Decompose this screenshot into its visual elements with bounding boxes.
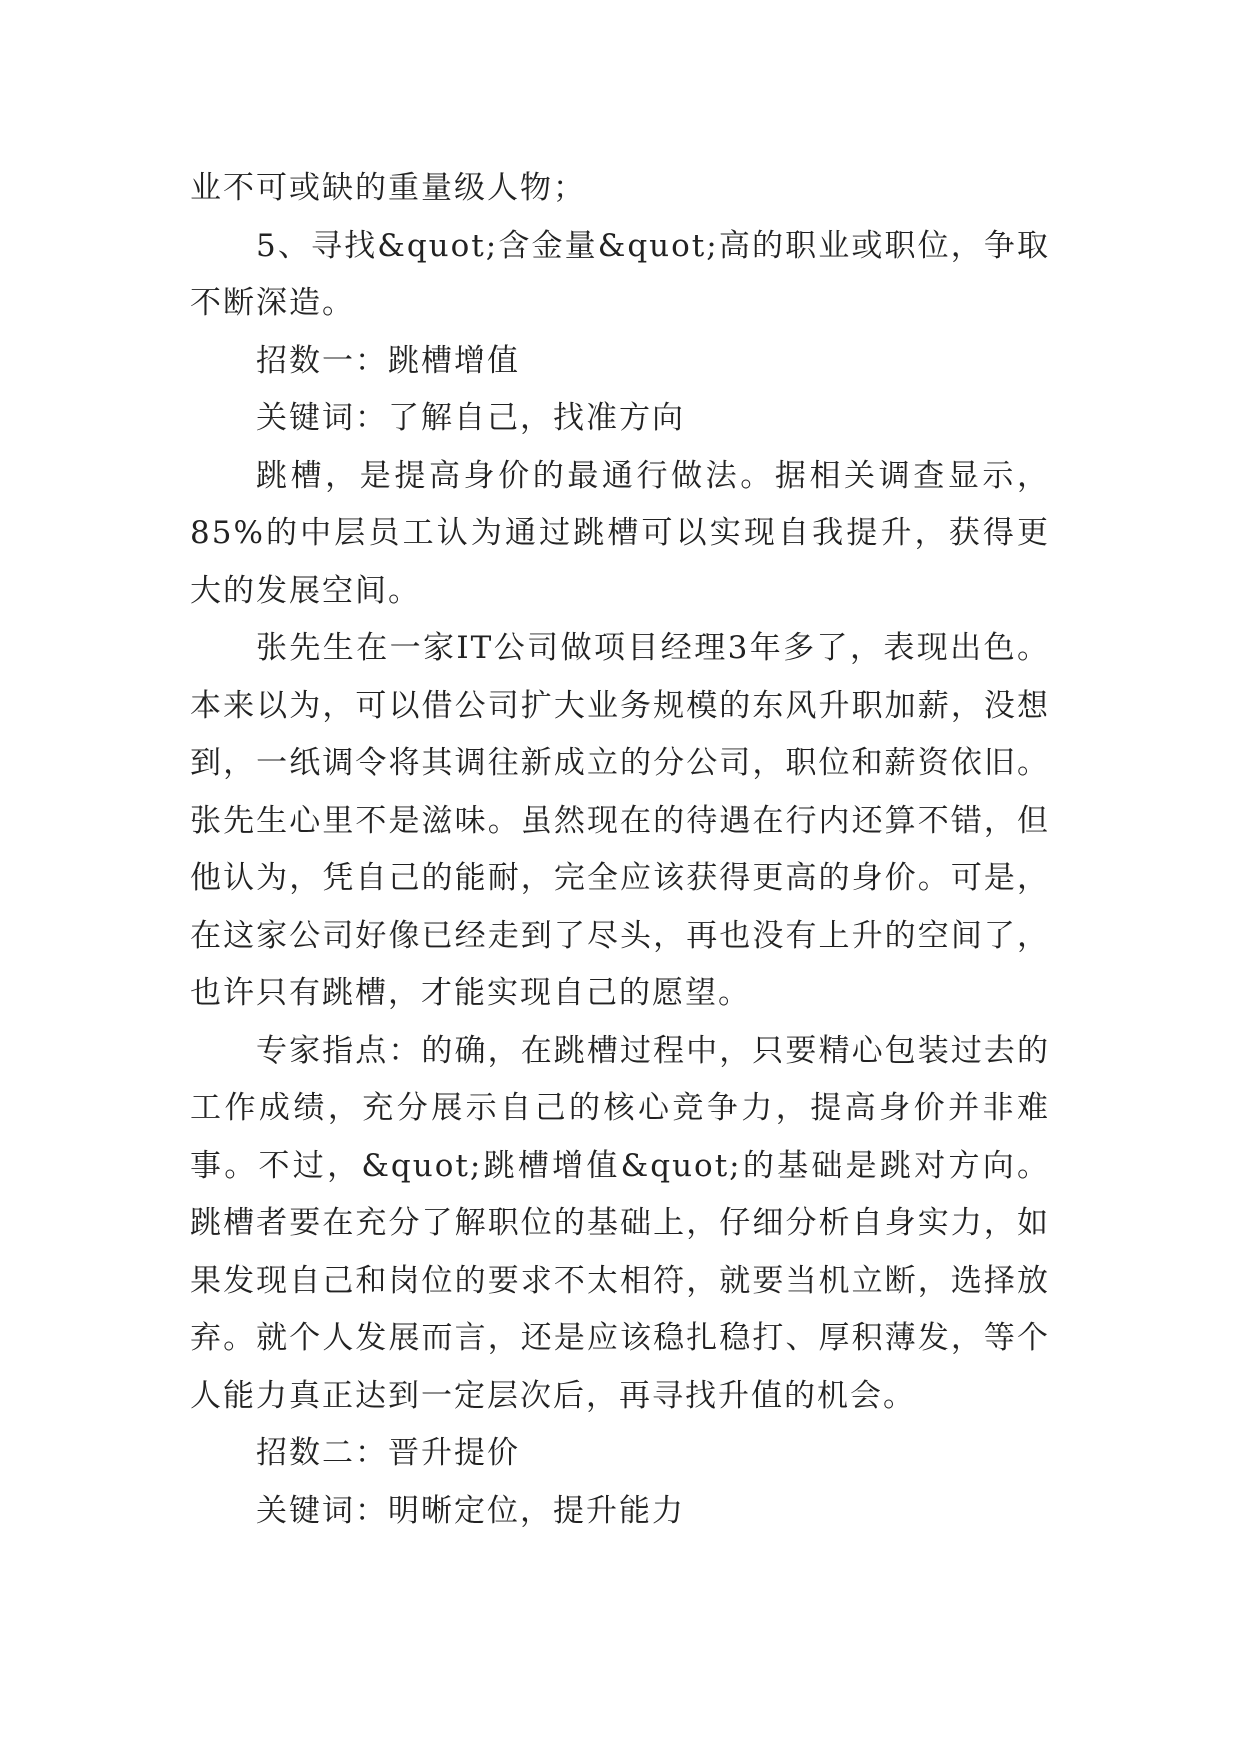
section-heading-1: 招数一：跳槽增值: [256, 342, 520, 379]
paragraph-job-hopping: 跳槽，是提高身价的最通行做法。据相关调查显示，85%的中层员工认为通过跳槽可以实现自我提升，获得更大的发展空间。: [190, 457, 1050, 609]
section-keywords-1: 关键词：了解自己，找准方向: [256, 400, 685, 436]
section-heading-2: 招数二：晋升提价: [256, 1435, 520, 1471]
paragraph-case-study: 张先生在一家IT公司做项目经理3年多了，表现出色。本来以为，可以借公司扩大业务规模的东风升职加薪，没想到，一纸调令将其调往新成立的分公司，职位和薪资依旧。张先生心里不是滋味。虽然现在的待遇在行内还算不错，但他认为，凭自己的能耐，完全应该获得更高的身价。可是，在这家公司好像已经走到了尽头，再也没有上升的空间了，也许只有跳槽，才能实现自己的愿望。: [190, 630, 1050, 1011]
section-keywords-2: 关键词：明晰定位，提升能力: [256, 1492, 685, 1529]
paragraph-item-5: 5、寻找&quot;含金量&quot;高的职业或职位，争取不断深造。: [190, 227, 1050, 321]
paragraph-continuation: 业不可或缺的重量级人物；: [190, 170, 586, 206]
paragraph-expert-advice: 专家指点：的确，在跳槽过程中，只要精心包装过去的工作成绩，充分展示自己的核心竞争力，提高身价并非难事。不过，&quot;跳槽增值&quot;的基础是跳对方向。跳槽者要在充分了解职位的基础上，仔细分析自身实力，如果发现自己和岗位的要求不太相符，就要当机立断，选择放弃。就个人发展而言，还是应该稳扎稳打、厚积薄发，等个人能力真正达到一定层次后，再寻找升值的机会。: [190, 1032, 1050, 1414]
document-body: [190, 160, 1050, 1540]
